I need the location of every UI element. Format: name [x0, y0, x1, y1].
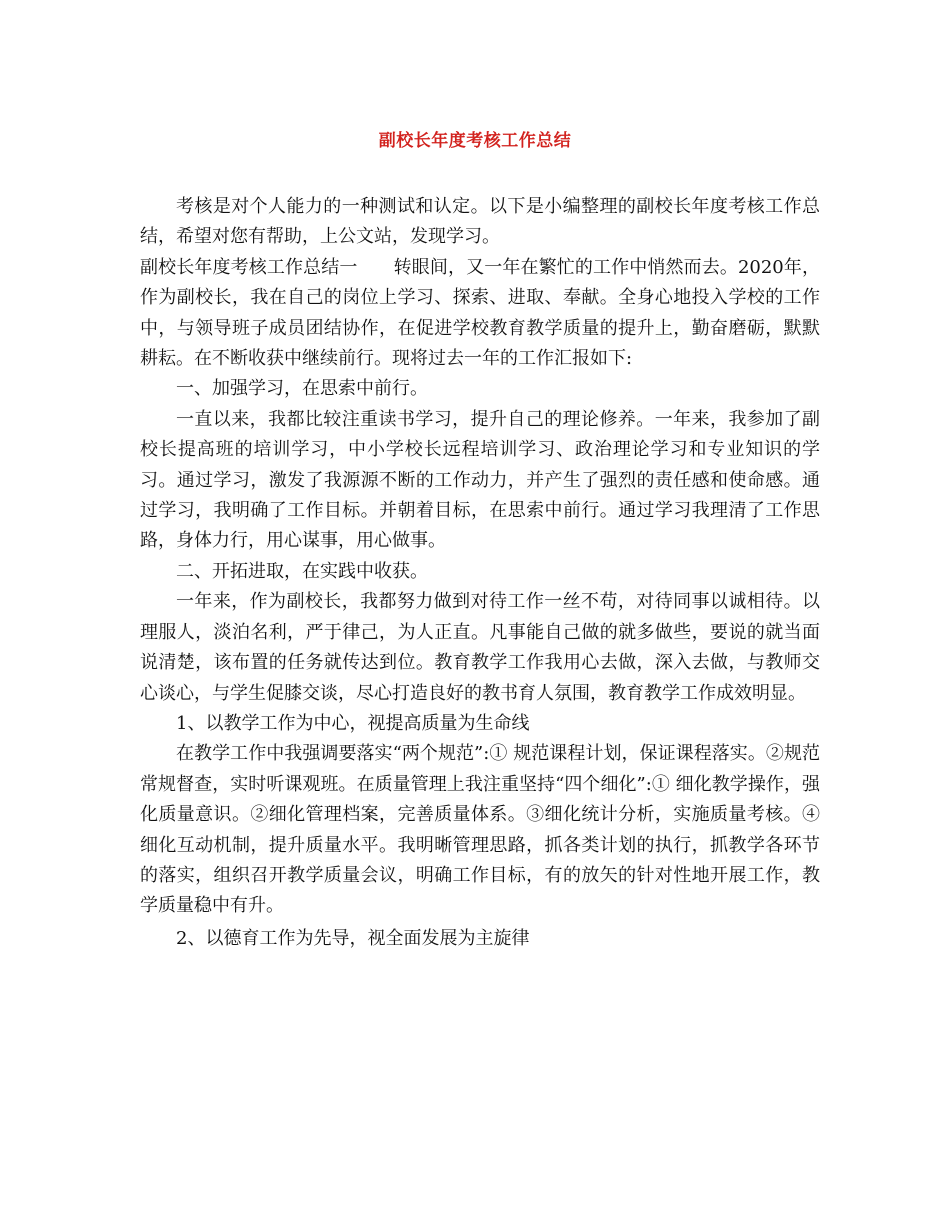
- paragraph-practice: 一年来，作为副校长，我都努力做到对待工作一丝不苟，对待同事以诚相待。以理服人，淡泊名利，严于律己，为人正直。凡事能自己做的就多做些，要说的就当面说清楚，该布置的任务就传达到位。教育教学工作我用心去做，深入去做，与教师交心谈心，与学生促膝交谈，尽心打造良好的教书育人氛围，教育教学工作成效明显。: [140, 591, 820, 704]
- subsection-heading-teaching: 1、以教学工作为中心，视提高质量为生命线: [176, 712, 530, 734]
- paragraph-teaching: 在教学工作中我强调要落实“两个规范”:① 规范课程计划，保证课程落实。②规范常规督查，实时听课观班。在质量管理上我注重坚持“四个细化”:① 细化教学操作，强化质量意识。②细化管理档案，完善质量体系。③细化统计分析，实施质量考核。④细化互动机制，提升质量水平。我明晰管理思路，抓各类计划的执行，抓教学各环节的落实，组织召开教学质量会议，明确工作目标，有的放矢的针对性地开展工作，教学质量稳中有升。: [140, 743, 820, 917]
- paragraph-opening: 副校长年度考核工作总结一 转眼间，又一年在繁忙的工作中悄然而去。2020年，作为副校长，我在自己的岗位上学习、探索、进取、奉献。全身心地投入学校的工作中，与领导班子成员团结协作，在促进学校教育教学质量的提升上，勤奋磨砺，默默耕耘。在不断收获中继续前行。现将过去一年的工作汇报如下:: [140, 256, 820, 370]
- document-body: [140, 192, 820, 954]
- paragraph-study: 一直以来，我都比较注重读书学习，提升自己的理论修养。一年来，我参加了副校长提高班的培训学习，中小学校长远程培训学习、政治理论学习和专业知识的学习。通过学习，激发了我源源不断的工作动力，并产生了强烈的责任感和使命感。通过学习，我明确了工作目标。并朝着目标，在思索中前行。通过学习我理清了工作思路，身体力行，用心谋事，用心做事。: [140, 408, 820, 552]
- subsection-heading-moral: 2、以德育工作为先导，视全面发展为主旋律: [176, 927, 530, 949]
- paragraph-intro: 考核是对个人能力的一种测试和认定。以下是小编整理的副校长年度考核工作总结，希望对您有帮助，上公文站，发现学习。: [140, 196, 820, 248]
- section-heading-study: 一、加强学习，在思索中前行。: [176, 378, 428, 400]
- document-title: 副校长年度考核工作总结: [378, 131, 572, 151]
- section-heading-practice: 二、开拓进取，在实践中收获。: [176, 560, 428, 582]
